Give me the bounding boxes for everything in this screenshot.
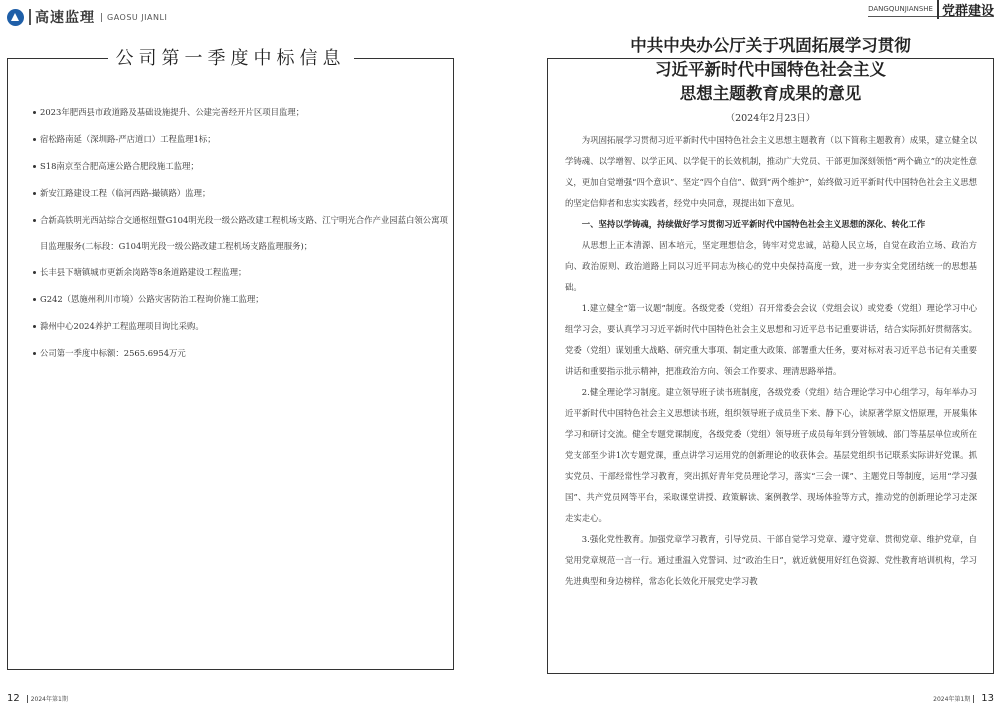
article-body — [565, 130, 977, 592]
footer-left — [7, 693, 68, 704]
article-date: （2024年2月23日） — [725, 113, 816, 124]
paragraph: 3.强化党性教育。加强党章学习教育，引导党员、干部自觉学习党章、遵守党章、贯彻党章、维护党章，自觉用党章规范一言一行。通过重温入党誓词、过“政治生日”，就近就便用好红色资源、党性教育培训机构，学习先进典型和身边榜样，常态化长效化开展党史学习教 — [565, 534, 977, 586]
list-item: 公司第一季度中标额：2565.6954万元 — [33, 340, 448, 367]
header-right — [868, 2, 994, 17]
list-item: 新安江路建设工程（临河西路-撮镇路）监理； — [33, 180, 448, 207]
issue-label: 2024年第1期 — [933, 696, 971, 703]
article-title-line: 思想主题教育成果的意见 — [679, 84, 862, 103]
footer-divider — [27, 695, 28, 703]
header-left — [7, 6, 167, 28]
list-item: 长丰县下塘镇城市更新余岗路等8条道路建设工程监理； — [33, 259, 448, 286]
list-item: 宿松路南延（深圳路-严店道口）工程监理1标； — [33, 126, 448, 153]
list-item: 合新高铁明光西站综合交通枢纽暨G104明光段一级公路改建工程机场支路、江宁明光合作产业园蓝白领公寓项目监理服务(二标段：G104明光段一级公路改建工程机场支路监理服务)； — [33, 207, 448, 259]
paragraph: 2.健全理论学习制度。建立领导班子读书班制度，各级党委（党组）结合理论学习中心组学习，每年举办习近平新时代中国特色社会主义思想读书班，组织领导班子成员坐下来、静下心，读原著学原文悟原理，开展集体学习和研讨交流。健全专题党课制度，各级党委（党组）领导班子成员每年到分管领域、部门等基层单位或所在党支部至少讲1次专题党课，重点讲学习运用党的创新理论的收获体会。基层党组织书记联系实际讲好党课。抓实党员、干部经常性学习教育，突出抓好青年党员理论学习，落实“三会一课”、主题党日等制度，运用“学习强国”、共产党员网等平台，采取课堂讲授、政策解读、案例教学、现场体验等方式，推动党的创新理论学习走深走实走心。 — [565, 387, 977, 523]
company-logo-icon — [7, 9, 24, 26]
paragraph: 从思想上正本清源、固本培元，坚定理想信念，铸牢对党忠诚，站稳人民立场，自觉在政治立场、政治方向、政治原则、政治道路上同以习近平同志为核心的党中央保持高度一致，进一步夯实全党团结统一的思想基础。 — [565, 240, 977, 292]
list-item: 滁州中心2024养护工程监理项目询比采购。 — [33, 313, 448, 340]
section-subtitle: DANGQUNJIANSHE — [868, 5, 933, 13]
issue-label: 2024年第1期 — [30, 696, 68, 703]
page-title: 公司第一季度中标信息 — [108, 47, 354, 73]
page-number: 12 — [7, 693, 20, 704]
list-item: S18南京至合肥高速公路合肥段施工监理； — [33, 153, 448, 180]
list-item: G242（恩施州利川市境）公路灾害防治工程询价施工监理； — [33, 286, 448, 313]
paragraph: 为巩固拓展学习贯彻习近平新时代中国特色社会主义思想主题教育（以下简称主题教育）成果，建立健全以学铸魂、以学增智、以学正风、以学促干的长效机制，推动广大党员、干部更加深刻领悟“两个确立”的决定性意义，更加自觉增强“四个意识”、坚定“四个自信”、做到“两个维护”，始终做习近平新时代中国特色社会主义思想的坚定信仰者和忠实实践者，经党中央同意，现提出如下意见。 — [565, 135, 977, 208]
article-title — [547, 34, 994, 106]
article-title-line: 习近平新时代中国特色社会主义 — [655, 60, 886, 79]
page-number: 13 — [981, 693, 994, 704]
bid-info-panel — [7, 58, 454, 670]
section-title: 党群建设 — [937, 0, 994, 19]
section-heading: 一、坚持以学铸魂，持续做好学习贯彻习近平新时代中国特色社会主义思想的深化、转化工作 — [581, 219, 926, 229]
footer-right — [933, 693, 994, 704]
left-title-wrap — [7, 47, 454, 73]
bid-list — [33, 99, 448, 367]
paragraph: 1.建立健全“第一议题”制度。各级党委（党组）召开常委会会议（党组会议）或党委（党组）理论学习中心组学习会，要认真学习习近平新时代中国特色社会主义思想和习近平总书记重要讲话，结合实际抓好贯彻落实。党委（党组）谋划重大战略、研究重大事项、制定重大政策、部署重大任务，要对标对表习近平总书记有关重要讲话和重要指示批示精神，把准政治方向、领会工作要求、理清思路举措。 — [565, 303, 977, 376]
list-item: 2023年肥西县市政道路及基础设施提升、公建完善经开片区项目监理； — [33, 99, 448, 126]
header-subtitle: GAOSU JIANLI — [101, 13, 167, 22]
article-title-line: 中共中央办公厅关于巩固拓展学习贯彻 — [624, 34, 917, 58]
header-divider — [29, 9, 31, 25]
footer-divider — [973, 695, 974, 703]
header-title: 高速监理 — [35, 10, 95, 26]
